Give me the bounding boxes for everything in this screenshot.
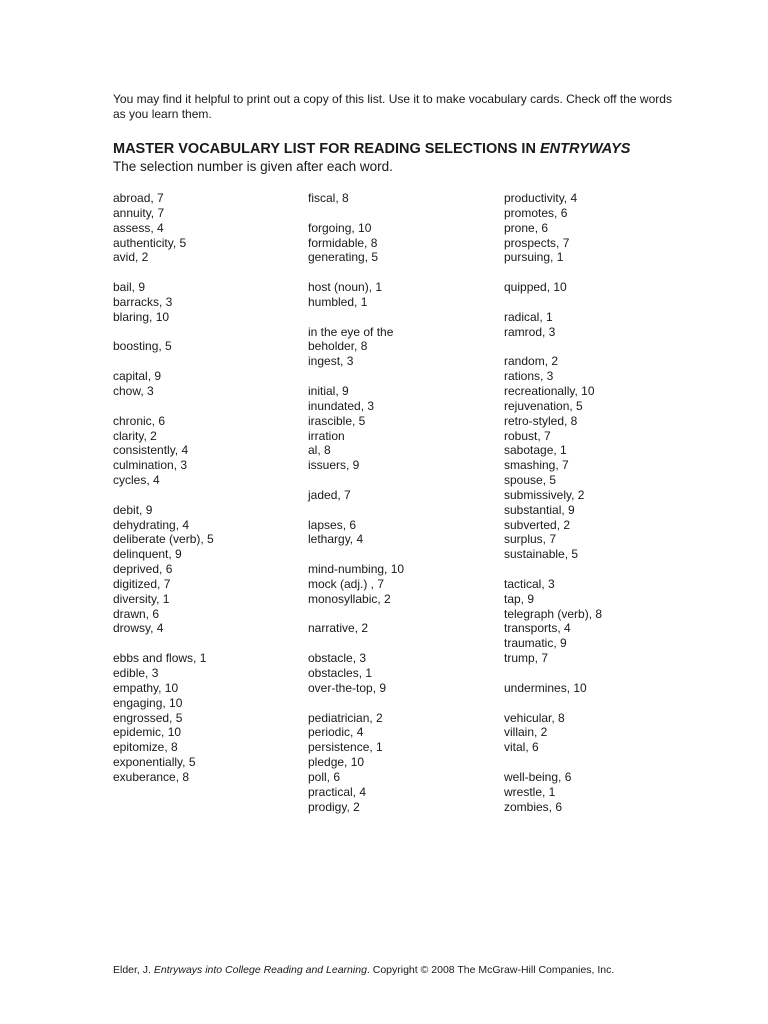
- blank-line: [308, 636, 498, 651]
- vocab-entry: robust, 7: [504, 428, 551, 443]
- vocab-entry: diversity, 1: [113, 591, 170, 606]
- footer-book-title: Entryways into College Reading and Learning: [153, 964, 367, 976]
- vocab-entry: avid, 2: [113, 250, 149, 265]
- vocab-entry: delinquent, 9: [113, 547, 182, 562]
- vocab-entry: tactical, 3: [504, 576, 555, 591]
- vocab-entry: pledge, 10: [308, 755, 365, 770]
- vocab-entry: tap, 9: [504, 591, 535, 606]
- vocab-entry: assess, 4: [113, 220, 164, 235]
- vocab-entry: ramrod, 3: [504, 324, 556, 339]
- vocab-entry: vehicular, 8: [504, 710, 565, 725]
- vocab-entry: deliberate (verb), 5: [113, 532, 214, 547]
- vocab-entry: drawn, 6: [113, 606, 160, 621]
- vocab-entry: mock (adj.) , 7: [308, 576, 385, 591]
- vocab-entry: rejuvenation, 5: [504, 398, 583, 413]
- vocab-entry: fiscal, 8: [308, 191, 349, 205]
- blank-line: [113, 636, 303, 651]
- vocab-entry: random, 2: [504, 354, 559, 369]
- vocab-entry: forgoing, 10: [308, 220, 372, 235]
- vocab-entry: generating, 5: [308, 250, 379, 265]
- footer-author: Elder, J.: [113, 964, 154, 976]
- vocab-entry: bail, 9: [113, 280, 146, 295]
- vocab-entry: promotes, 6: [504, 205, 568, 220]
- blank-line: [308, 607, 498, 622]
- vocab-column-3: [504, 191, 694, 814]
- vocab-entry: quipped, 10: [504, 280, 567, 295]
- vocab-entry: lapses, 6: [308, 517, 357, 532]
- vocab-entry: subverted, 2: [504, 517, 571, 532]
- blank-line: [308, 473, 498, 488]
- blank-line: [113, 399, 303, 414]
- vocab-entry: smashing, 7: [504, 458, 569, 473]
- vocab-entry: persistence, 1: [308, 740, 383, 755]
- vocab-entry: al, 8: [308, 443, 331, 458]
- vocab-entry: villain, 2: [504, 725, 548, 740]
- vocab-entry: issuers, 9: [308, 458, 360, 473]
- vocab-entry: monosyllabic, 2: [308, 591, 391, 606]
- vocab-entry: traumatic, 9: [504, 636, 567, 651]
- blank-line: [308, 547, 498, 562]
- vocab-entry: periodic, 4: [308, 725, 364, 740]
- page-subtitle: The selection number is given after each word.: [113, 159, 393, 174]
- vocab-entry: submissively, 2: [504, 487, 585, 502]
- vocab-entry: pediatrician, 2: [308, 710, 383, 725]
- vocab-entry: beholder, 8: [308, 339, 368, 354]
- blank-line: [308, 265, 498, 280]
- blank-line: [113, 488, 303, 503]
- vocab-entry: engrossed, 5: [113, 710, 183, 725]
- intro-text: You may find it helpful to print out a copy of this list. Use it to make vocabulary cards. Check off the words as you learn them.: [113, 92, 672, 121]
- vocab-entry: epidemic, 10: [113, 725, 182, 740]
- title-book-name: ENTRYWAYS: [539, 141, 631, 157]
- vocab-entry: in the eye of the: [308, 324, 394, 339]
- vocab-entry: chow, 3: [113, 383, 154, 398]
- vocab-column-1: [113, 191, 303, 785]
- vocab-entry: exponentially, 5: [113, 755, 196, 770]
- blank-line: [504, 562, 694, 577]
- vocab-entry: prospects, 7: [504, 235, 570, 250]
- vocab-entry: dehydrating, 4: [113, 517, 190, 532]
- blank-line: [504, 265, 694, 280]
- vocab-entry: recreationally, 10: [504, 383, 595, 398]
- vocab-entry: edible, 3: [113, 666, 159, 680]
- vocab-entry: lethargy, 4: [308, 532, 364, 547]
- vocab-entry: trump, 7: [504, 651, 549, 666]
- vocab-entry: ebbs and flows, 1: [113, 651, 207, 666]
- vocab-entry: annuity, 7: [113, 205, 165, 220]
- vocab-entry: practical, 4: [308, 784, 367, 799]
- vocab-entry: barracks, 3: [113, 294, 173, 309]
- vocab-entry: substantial, 9: [504, 502, 575, 517]
- vocab-entry: well-being, 6: [504, 769, 572, 784]
- blank-line: [308, 369, 498, 384]
- blank-line: [504, 755, 694, 770]
- vocab-entry: transports, 4: [504, 621, 571, 636]
- blank-line: [504, 696, 694, 711]
- vocab-entry: jaded, 7: [308, 487, 351, 502]
- vocab-entry: surplus, 7: [504, 532, 557, 547]
- vocab-entry: chronic, 6: [113, 413, 166, 428]
- vocab-entry: pursuing, 1: [504, 250, 564, 265]
- vocab-entry: blaring, 10: [113, 309, 170, 324]
- vocab-entry: inundated, 3: [308, 398, 375, 413]
- vocab-column-2: [308, 191, 498, 814]
- vocab-entry: prone, 6: [504, 220, 549, 235]
- title-prefix: MASTER VOCABULARY LIST FOR READING SELECTIONS IN: [113, 141, 540, 157]
- vocab-entry: host (noun), 1: [308, 280, 383, 295]
- vocab-entry: initial, 9: [308, 383, 349, 398]
- vocab-entry: retro-styled, 8: [504, 413, 578, 428]
- vocab-entry: empathy, 10: [113, 680, 179, 695]
- vocab-entry: telegraph (verb), 8: [504, 606, 603, 621]
- vocab-entry: consistently, 4: [113, 443, 189, 458]
- vocab-entry: drowsy, 4: [113, 621, 164, 636]
- vocab-entry: sustainable, 5: [504, 547, 579, 562]
- copyright-footer: [113, 963, 713, 977]
- vocab-entry: poll, 6: [308, 769, 341, 784]
- blank-line: [504, 666, 694, 681]
- vocab-entry: capital, 9: [113, 369, 162, 384]
- blank-line: [113, 265, 303, 280]
- vocab-entry: mind-numbing, 10: [308, 562, 405, 577]
- blank-line: [308, 503, 498, 518]
- blank-line: [308, 696, 498, 711]
- vocab-entry: spouse, 5: [504, 473, 557, 488]
- vocab-entry: exuberance, 8: [113, 769, 190, 784]
- vocab-entry: authenticity, 5: [113, 235, 187, 250]
- blank-line: [308, 206, 498, 221]
- vocab-entry: over-the-top, 9: [308, 680, 387, 695]
- vocab-entry: prodigy, 2: [308, 799, 360, 814]
- blank-line: [308, 310, 498, 325]
- vocab-entry: obstacle, 3: [308, 651, 367, 666]
- vocab-entry: obstacles, 1: [308, 666, 373, 680]
- vocab-entry: narrative, 2: [308, 621, 369, 636]
- vocab-entry: digitized, 7: [113, 576, 171, 591]
- vocab-entry: debit, 9: [113, 502, 153, 517]
- vocab-entry: radical, 1: [504, 309, 553, 324]
- vocab-entry: vital, 6: [504, 740, 539, 755]
- vocab-entry: boosting, 5: [113, 339, 172, 354]
- vocab-entry: rations, 3: [504, 369, 554, 384]
- vocab-entry: wrestle, 1: [504, 784, 556, 799]
- footer-rights: . Copyright © 2008 The McGraw-Hill Companies, Inc.: [366, 964, 615, 976]
- blank-line: [113, 325, 303, 340]
- vocab-entry: cycles, 4: [113, 473, 160, 488]
- vocab-entry: culmination, 3: [113, 458, 188, 473]
- vocab-entry: undermines, 10: [504, 680, 587, 695]
- blank-line: [504, 339, 694, 354]
- vocab-entry: ingest, 3: [308, 354, 354, 369]
- blank-line: [504, 295, 694, 310]
- vocab-entry: humbled, 1: [308, 294, 368, 309]
- vocab-entry: abroad, 7: [113, 191, 164, 205]
- vocab-entry: irascible, 5: [308, 413, 366, 428]
- vocab-entry: engaging, 10: [113, 695, 183, 710]
- vocab-entry: irration: [308, 428, 345, 443]
- vocab-entry: deprived, 6: [113, 562, 173, 577]
- vocab-entry: sabotage, 1: [504, 443, 567, 458]
- page-title: [113, 140, 713, 158]
- vocab-entry: formidable, 8: [308, 235, 378, 250]
- vocab-entry: clarity, 2: [113, 428, 157, 443]
- vocab-entry: productivity, 4: [504, 191, 578, 205]
- blank-line: [113, 354, 303, 369]
- vocab-entry: epitomize, 8: [113, 740, 178, 755]
- vocab-entry: zombies, 6: [504, 799, 563, 814]
